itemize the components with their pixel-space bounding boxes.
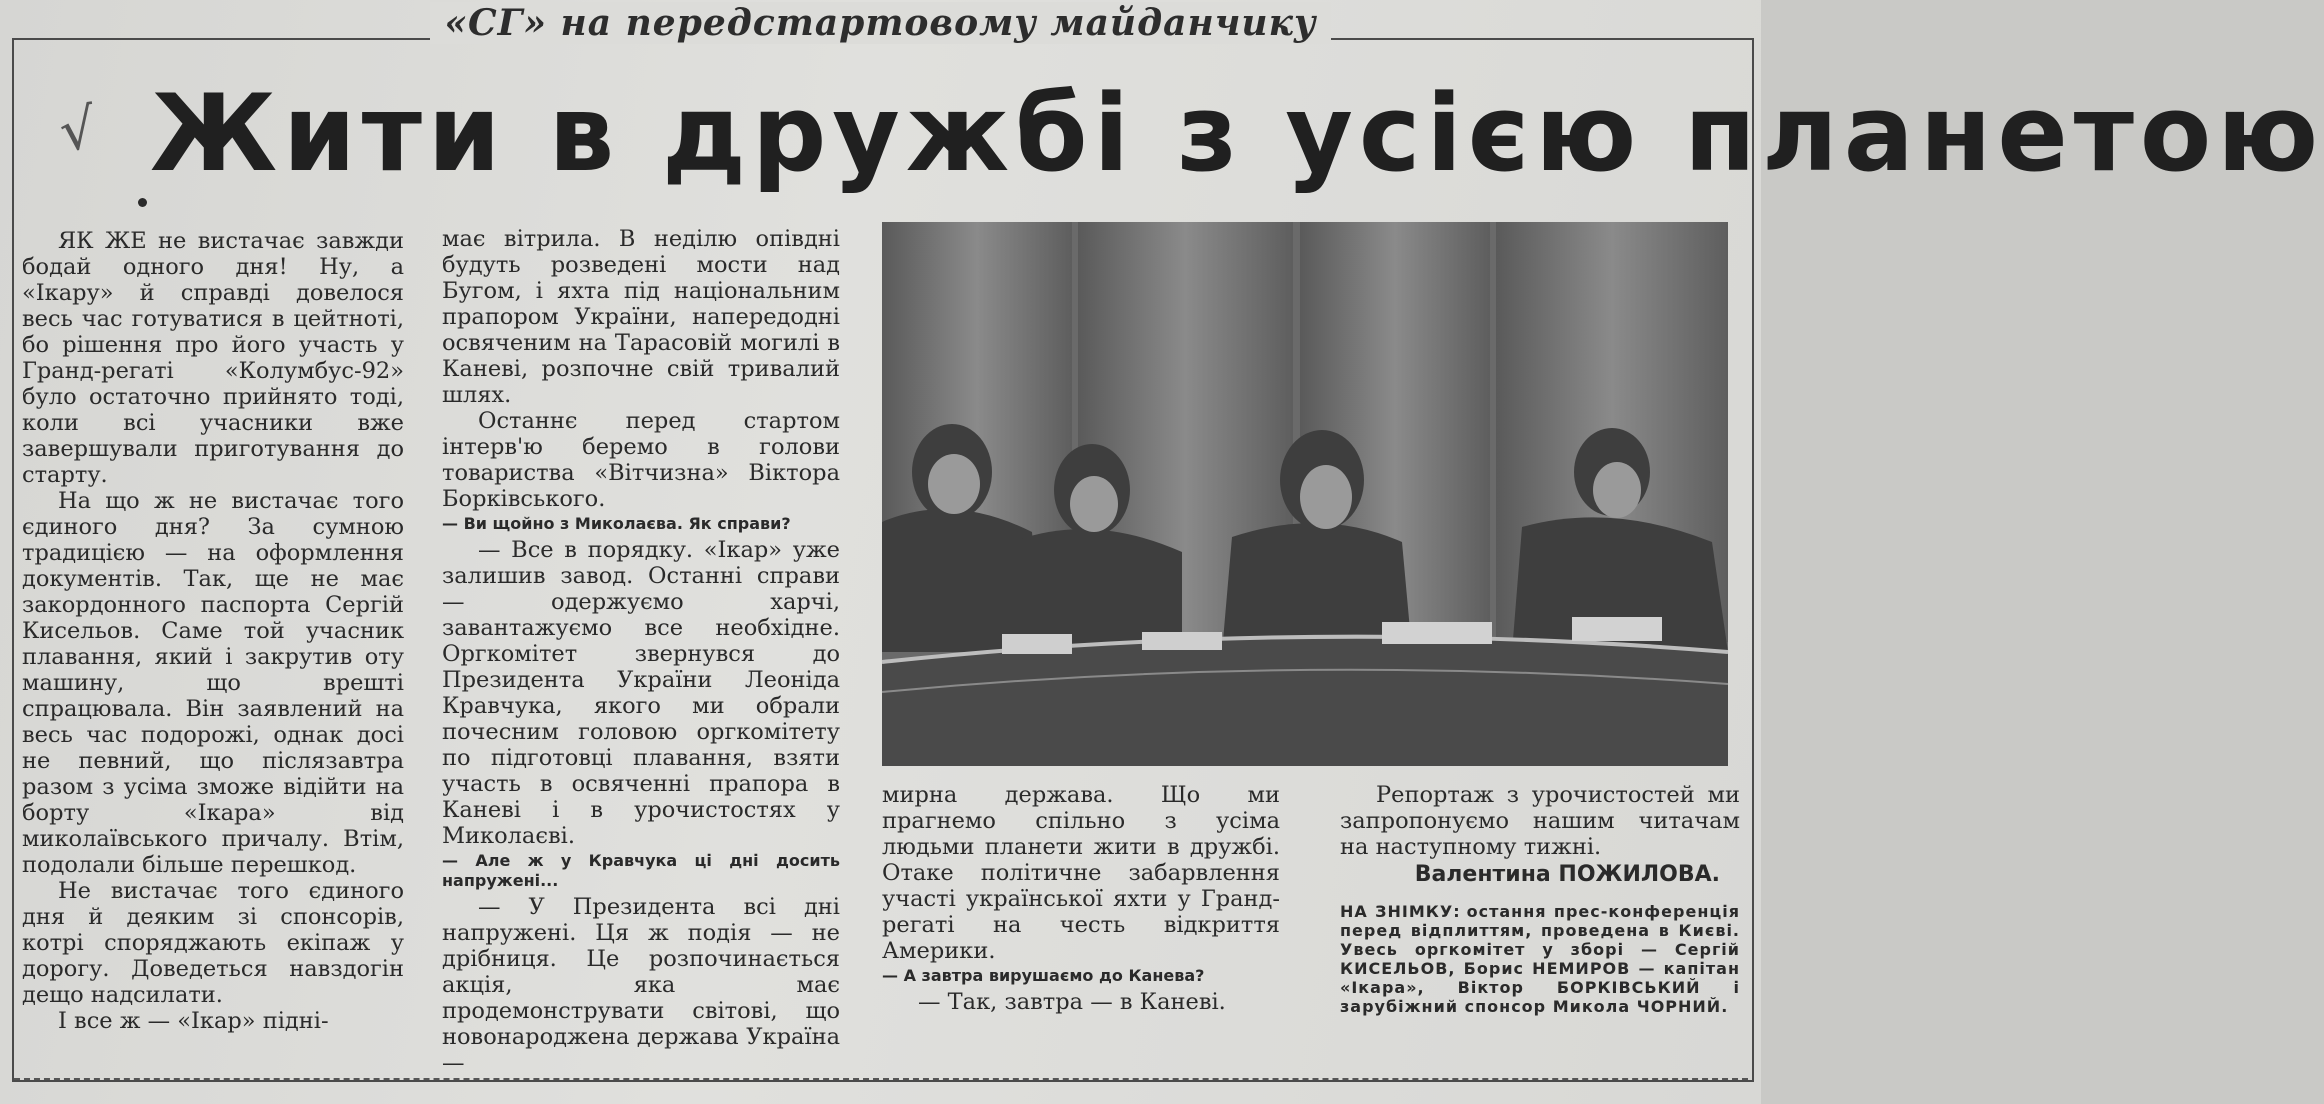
- press-conference-photo: [882, 222, 1728, 766]
- paragraph: На що ж не вистачає того єдиного дня? За сумною традицією — на оформлення документів. Так, ще не має закордонного паспорта Сергій Кисельов. Саме той учасник плавання, який і закрутив оту машину, що врешті спрацювала. Він заявлений на весь час подорожі, однак досі не певний, що післязавтра разом з усіма зможе відійти на борту «Ікара» від миколаївського причалу. Втім, подолали більше перешкод.: [22, 488, 404, 878]
- interview-question: — Але ж у Кравчука ці дні досить напружені...: [442, 851, 840, 890]
- rubric-text: «СГ» на передстартовому майданчику: [430, 2, 1330, 44]
- article-column-3: [882, 782, 1280, 1015]
- interview-answer: — У Президента всі дні напружені. Ця ж подія — не дрібниця. Це розпочинається акція, яка має продемонструвати світові, що новонароджена держава Україна —: [442, 894, 840, 1076]
- article-column-2: [442, 226, 840, 1076]
- caption-text: остання прес-конференція перед відплиттям, проведена в Києві. Увесь оргкомітет у зборі — Сергій КИСЕЛЬОВ, Борис НЕМИРОВ — капітан «Ікара», Віктор БОРКІВСЬКИЙ і зарубіжний спонсор Микола ЧОРНИЙ.: [1340, 902, 1740, 1016]
- paragraph: Репортаж з урочистостей ми запропонуємо нашим читачам на наступному тижні.: [1340, 782, 1740, 860]
- paragraph: ЯК ЖЕ не вистачає завжди бодай одного дня! Ну, а «Ікару» й справді довелося весь час готуватися в цейтноті, бо рішення про його участь у Гранд-регаті «Колумбус-92» було остаточно прийнято тоді, коли всі учасники вже завершували приготування до старту.: [22, 228, 404, 488]
- rubric-header: [0, 2, 1761, 44]
- paragraph: має вітрила. В неділю опівдні будуть розведені мости над Бугом, і яхта під національним прапором України, напередодні освяченим на Тарасовій могилі в Каневі, розпочне свій тривалий шлях.: [442, 226, 840, 408]
- article-column-4: [1340, 782, 1740, 1016]
- interview-question: — Ви щойно з Миколаєва. Як справи?: [442, 514, 791, 533]
- paragraph: Не вистачає того єдиного дня й деяким зі спонсорів, котрі споряджають екіпаж у дорогу. Доведеться навздогін дещо надсилати.: [22, 878, 404, 1008]
- interview-question: — А завтра вирушаємо до Канева?: [882, 966, 1205, 985]
- interview-answer: — Так, завтра — в Каневі.: [918, 989, 1226, 1015]
- paragraph: Останнє перед стартом інтерв'ю беремо в голови товариства «Вітчизна» Віктора Борківського.: [442, 408, 840, 512]
- paragraph: І все ж — «Ікар» підні-: [58, 1008, 329, 1034]
- article-column-1: [22, 228, 404, 1034]
- bottom-dashed-rule: [14, 1078, 1748, 1080]
- caption-label: НА ЗНІМКУ:: [1340, 902, 1461, 921]
- paragraph: мирна держава. Що ми прагнемо спільно з усіма людьми планети жити в дружбі. Отаке політичне забарвлення участі української яхти у Гранд-регаті на честь відкриття Америки.: [882, 782, 1280, 964]
- photo-illustration: [882, 222, 1728, 766]
- handwritten-checkmark-icon: √: [55, 95, 101, 166]
- headline: Жити в дружбі з усією планетою: [150, 72, 2324, 195]
- bullet-mark: [138, 198, 147, 207]
- author-byline: Валентина ПОЖИЛОВА.: [1414, 862, 1720, 887]
- photo-caption: [1340, 902, 1740, 1016]
- interview-answer: — Все в порядку. «Ікар» уже залишив завод. Останні справи — одержуємо харчі, завантажуємо все необхідне. Оргкомітет звернувся до Президента України Леоніда Кравчука, якого ми обрали почесним головою оргкомітету по підготовці плавання, взяти участь в освяченні прапора в Каневі і в урочистостях у Миколаєві.: [442, 537, 840, 849]
